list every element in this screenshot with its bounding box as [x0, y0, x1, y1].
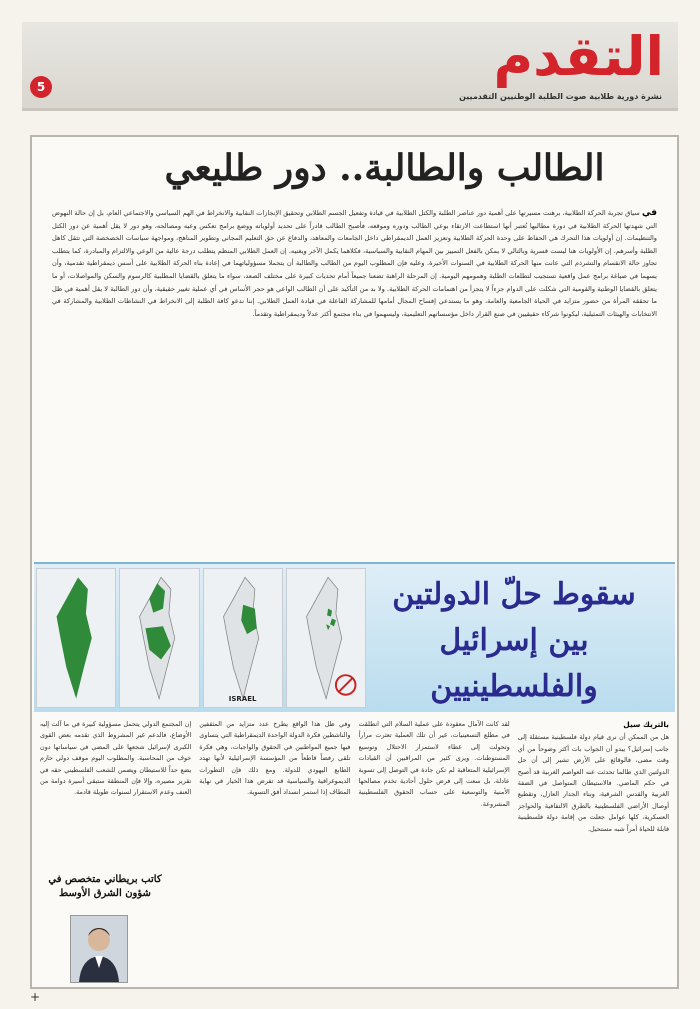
second-article-title: سقوط حلّ الدولتين بين إسرائيل والفلسطينيين: [392, 577, 636, 704]
column-3: [199, 719, 350, 981]
brand-tagline: نشرة دورية طلابية صوت الطلبة الوطنيين التقدميين: [459, 92, 662, 101]
article-body-text: سياق تجربة الحركة الطلابية، برهنت مسيرتها على أهمية دور عناصر الطلبة والكتل الطلابية في قيادة وتفعيل الجسم الطلابي وتحقيق الإنجازات النقابية والانخراط في الهم السياسي والاجتماعي العام، بل إن حالة النهوض التي شهدتها الحركة الطلابية في دورة مطالبها تُعتبر أنها استطاعت الارتقاء بوعي الطالب ودوره وموقعه، فأصبح الطالب قادراً على تحديد أولوياته ووضع برامج تعكس وعيه ومصالحه، وهو دور لا يقل أهمية عن دور الكتل والتنظيمات. إن أولويات هذا التحرك هي الحفاظ على وحدة الحركة الطلابية وتعزيز العمل الديمقراطي داخل الجامعات والمعاهد، والدفاع عن حق التعليم المجاني وتطوير المناهج، ومواجهة سياسات الخصخصة التي تثقل كاهل الطلبة وأسرهم. إن الأولويات هنا ليست قسرية وبالتالي لا يمكن بالفعل التمييز بين المهام النقابية والسياسية، فكلاهما يكمل الآخر ويغنيه. إن العمل الطلابي المنظم يتطلب درجة عالية من الوعي والالتزام والمبادرة، كما يتطلب تجاوز حالة الانقسام والتشرذم التي عانت منها الحركة الطلابية في السنوات الأخيرة. وعليه فإن المطلوب اليوم من الطالب والطالبة أن يتحملا مسؤولياتهما في إعادة بناء الحركة الطلابية على أسس ديمقراطية تقدمية، وأن يسهما في صياغة برامج عمل واقعية تستجيب لتطلعات الطلبة وهمومهم اليومية. إن المرحلة الراهنة تضعنا جميعاً أمام تحديات كبيرة على مختلف الصعد، سواء ما يتعلق بالقضايا المطلبية كالرسوم والسكن والمواصلات، أو ما يتعلق بالقضايا الوطنية والقومية التي شكلت على الدوام جزءاً لا يتجزأ من اهتمامات الحركة الطلابية. ولا بد من التأكيد على أن الطالب الواعي هو حجر الأساس في أي عملية تغيير حقيقية، وأن دور الطالبة لا يقل أهمية في ظل ما تحققه المرأة من حضور متزايد في الحياة الجامعية والعامة، وهو ما يستدعي إفساح المجال أمامها للمشاركة الفاعلة في قيادة العمل الطلابي. إننا ندعو كافة الطلبة إلى الانخراط في النشاطات الطلابية والمشاركة في الانتخابات والهيئات التمثيلية، ليكونوا شركاء حقيقيين في صنع القرار داخل مؤسساتهم التعليمية، وليسهموا في بناء مجتمع أكثر عدلاً وديمقراطية وتقدماً.: [52, 209, 657, 318]
author-caption: كاتب بريطاني متخصص في شؤون الشرق الأوسط: [48, 874, 162, 899]
brand-logo: التقدم: [493, 25, 664, 88]
map-shape-icon: [204, 569, 282, 707]
column-2: [359, 719, 510, 981]
map-today: [286, 568, 366, 708]
article-frame: [30, 135, 679, 989]
article-headline: الطالب والطالبة.. دور طليعي: [164, 147, 605, 189]
byline: بالتريك سيل: [623, 720, 669, 729]
person-icon: [71, 916, 127, 982]
registration-mark: +: [30, 990, 41, 1004]
second-article-banner: [34, 562, 675, 712]
lead-word: في: [642, 208, 657, 218]
column-text: وفي ظل هذا الواقع يطرح عدد متزايد من المثقفين والناشطين فكرة الدولة الواحدة الديمقراطية التي يتساوى فيها جميع المواطنين في الحقوق والواجبات، وهي فكرة تلقى رفضاً قاطعاً من المؤسسة الإسرائيلية لأنها تهدد الطابع اليهودي للدولة. ومع ذلك فإن التطورات الديموغرافية والسياسية قد تفرض هذا الخيار في نهاية المطاف إذا استمر انسداد أفق التسوية.: [199, 720, 351, 797]
maps-strip: [36, 568, 366, 708]
column-text: لقد كانت الآمال معقودة على عملية السلام التي انطلقت في مطلع التسعينيات، غير أن تلك العملية تعثرت مراراً وتحولت إلى غطاء لاستمرار الاحتلال وتوسيع المستوطنات. ويرى كثير من المراقبين أن القيادات الإسرائيلية المتعاقبة لم تكن جادة في التوصل إلى تسوية عادلة، بل سعت إلى فرض حلول أحادية تخدم مصالحها الأمنية والتوسعية على حساب الحقوق الفلسطينية المشروعة.: [358, 720, 510, 808]
map-1948: [36, 568, 116, 708]
article-body: [52, 207, 657, 562]
page-number: 5: [30, 76, 52, 98]
author-box: [40, 874, 170, 975]
column-text: إن المجتمع الدولي يتحمل مسؤولية كبيرة في ما آلت إليه الأوضاع، فالدعم غير المشروط الذي تقدمه بعض القوى الكبرى لإسرائيل شجعها على المضي في سياساتها دون خوف من المحاسبة. والمطلوب اليوم موقف دولي حازم يضع حداً للاستيطان ويضمن للشعب الفلسطيني حقه في تقرير مصيره، وإلا فإن المنطقة ستبقى أسيرة دوامة من العنف وعدم الاستقرار لسنوات طويلة قادمة.: [40, 720, 192, 797]
map-partition: [119, 568, 199, 708]
map-shape-icon: [37, 569, 115, 707]
masthead: [22, 22, 678, 111]
map-shape-icon: [287, 569, 365, 707]
column-text: هل من الممكن أن نرى قيام دولة فلسطينية مستقلة إلى جانب إسرائيل؟ يبدو أن الجواب بات أكثر وضوحاً من أي وقت مضى، فالوقائع على الأرض تشير إلى أن حل الدولتين الذي طالما تحدثت عنه العواصم الغربية قد أصبح في حكم الماضي. فالاستيطان المتواصل في الضفة الغربية والقدس الشرقية، وبناء الجدار العازل، وتقطيع أوصال الأراضي الفلسطينية بالطرق الالتفافية والحواجز العسكرية، كلها عوامل جعلت من إقامة دولة فلسطينية قابلة للحياة أمراً شبه مستحيل.: [517, 733, 669, 833]
column-1: [518, 719, 669, 981]
author-photo: [70, 915, 128, 983]
map-shape-icon: [120, 569, 198, 707]
map-label: ISRAEL: [228, 695, 257, 703]
map-1967: [203, 568, 283, 708]
